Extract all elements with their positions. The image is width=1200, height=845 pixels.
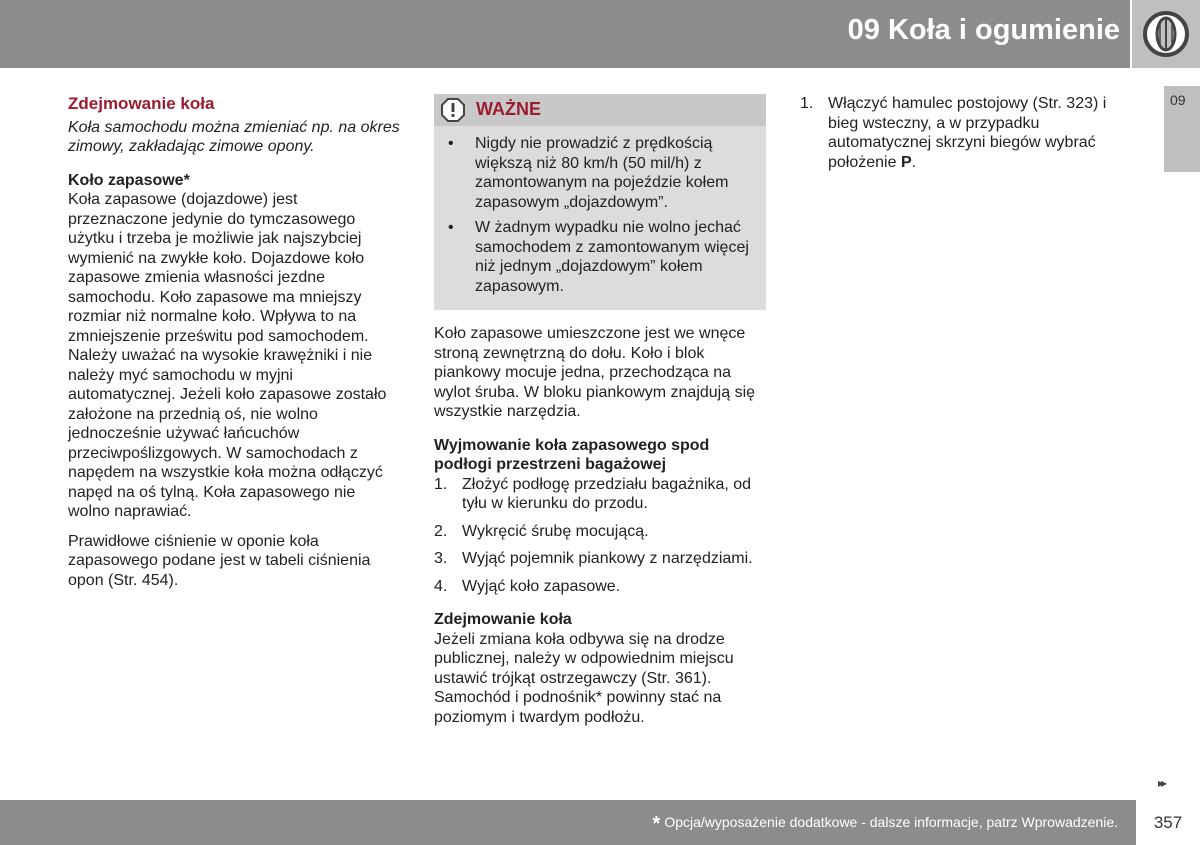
step-text: Złożyć podłogę przedziału bagażnika, od tyłu w kierunku do przodu. <box>462 475 752 512</box>
list-item <box>434 522 766 542</box>
footer-note <box>653 813 1118 836</box>
spare-wheel-heading: Koło zapasowe* <box>68 171 190 189</box>
page-number: 357 <box>1136 800 1200 845</box>
footer-note-text: Opcja/wyposażenie dodatkowe - dalsze informacje, patrz Wprowadzenie. <box>664 814 1118 830</box>
list-item <box>434 549 766 569</box>
section-title: Zdejmowanie koła <box>68 94 215 113</box>
step-number: 1. <box>434 475 448 493</box>
warning-list <box>434 126 766 296</box>
step-text: Wykręcić śrubę mocującą. <box>462 522 649 540</box>
chapter-title: 09 Koła i ogumienie <box>847 14 1120 46</box>
step-number: 3. <box>434 550 448 567</box>
step-text: Włączyć hamulec postojowy (Str. 323) i bieg wsteczny, a w przypadku automatycznej skrzyni biegów wybrać położenie <box>828 95 1107 171</box>
tire-icon <box>1139 7 1193 61</box>
warning-header <box>434 94 766 126</box>
chapter-side-tab[interactable] <box>1164 86 1200 172</box>
list-item <box>800 94 1130 172</box>
pressure-text: Prawidłowe ciśnienie w oponie koła zapasowego podane jest w tabeli ciśnienia opon (Str. 454). <box>68 532 371 589</box>
removal-heading: Wyjmowanie koła zapasowego spod podłogi przestrzeni bagażowej <box>434 436 710 473</box>
column-right <box>800 94 1130 180</box>
step-number: 2. <box>434 522 448 540</box>
bullet: • <box>448 135 454 152</box>
step-text: Wyjąć koło zapasowe. <box>462 577 621 595</box>
warning-item-text: Nigdy nie prowadzić z prędkością większą niż 80 km/h (50 mil/h) z zamontowanym na pojeździe kołem zapasowym „dojazdowym”. <box>475 135 729 211</box>
warning-box <box>434 94 766 310</box>
step-end: . <box>911 153 917 171</box>
warning-item <box>434 218 752 296</box>
step-text: Wyjąć pojemnik piankowy z narzędziami. <box>462 550 753 567</box>
list-item <box>434 577 766 597</box>
wheel-removal-heading: Zdejmowanie koła <box>434 611 572 628</box>
intro-text: Koła samochodu można zmieniać np. na okres zimowy, zakładając zimowe opony. <box>68 118 400 155</box>
wheel-removal-text: Jeżeli zmiana koła odbywa się na drodze publicznej, należy w odpowiednim miejscu ustawić trójkąt ostrzegawczy (Str. 361). Samochód i podnośnik* powinny stać na poziomym i twardym podłożu. <box>434 630 734 726</box>
warning-item-text: W żadnym wypadku nie wolno jechać samochodem z zamontowanym więcej niż jednym „dojazdowym” kołem zapasowym. <box>475 219 749 295</box>
procedure-steps <box>800 94 1130 172</box>
asterisk: * <box>652 813 661 835</box>
chapter-icon-box <box>1132 0 1200 68</box>
step-number: 4. <box>434 577 448 595</box>
location-text: Koło zapasowe umieszczone jest we wnęce stroną zewnętrzną do dołu. Koło i blok piankowy mocuje jedna, przechodząca na wylot śruba. W bloku piankowym znajdują się wszystkie narzędzia. <box>434 325 756 420</box>
side-tab-label: 09 <box>1170 92 1186 108</box>
warning-item <box>434 134 752 212</box>
column-left <box>68 94 400 600</box>
warning-title: WAŻNE <box>476 99 541 119</box>
step-number: 1. <box>800 95 814 112</box>
gear-position: P <box>900 153 912 171</box>
warning-exclamation-icon <box>441 98 465 122</box>
list-item <box>434 475 766 514</box>
bullet: • <box>448 219 454 236</box>
spare-wheel-text: Koła zapasowe (dojazdowe) jest przeznaczone jedynie do tymczasowego użytku i trzeba je możliwie jak najszybciej wymienić na zwykłe koło. Dojazdowe koło zapasowe zmienia własności jezdne samochodu. Koło zapasowe ma mniejszy rozmiar niż normalne koło. Wpływa to na zmniejszenie prześwitu pod samochodem. Należy uważać na wysokie krawężniki i nie należy myć samochodu w myjni automatycznej. Jeżeli koło zapasowe zostało założone na przednią oś, nie wolno jednocześnie używać łańcuchów przeciwpoślizgowych. W samochodach z napędem na wszystkie koła można odłączyć napęd na oś tylną. Koła zapasowego nie wolno naprawiać. <box>68 191 387 520</box>
double-arrow-right-icon: ▸▸ <box>1158 776 1165 790</box>
column-middle <box>434 94 766 737</box>
removal-steps <box>434 475 766 597</box>
